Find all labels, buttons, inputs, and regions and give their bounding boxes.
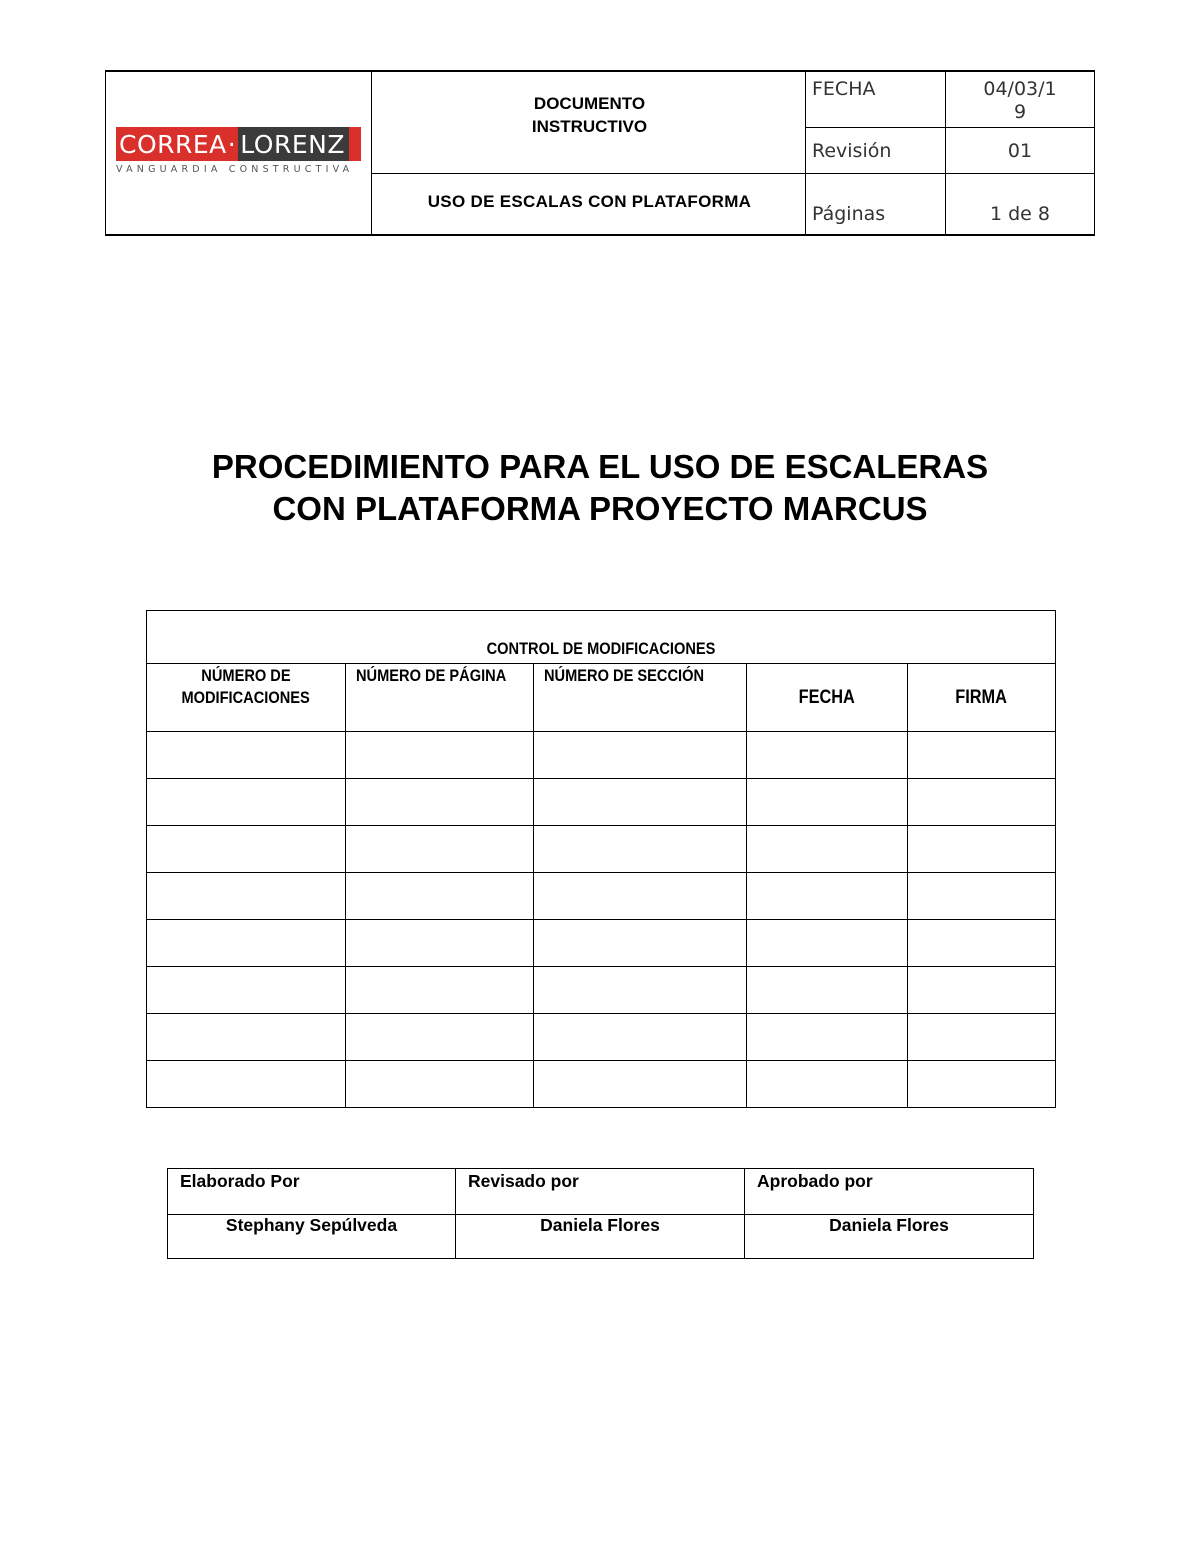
table-cell [147,1014,346,1061]
document-type-line2: INSTRUCTIVO [531,117,648,136]
col-header-num-modifications-line2: MODIFICACIONES [181,688,311,707]
table-cell [747,779,908,826]
col-header-date [747,664,908,732]
elaborado-label: Elaborado Por [168,1169,456,1215]
table-cell [747,920,908,967]
table-cell [346,1014,534,1061]
table-cell [908,967,1056,1014]
modifications-caption [147,611,1056,664]
table-cell [534,779,747,826]
table-cell [747,967,908,1014]
table-cell [908,920,1056,967]
table-cell [534,1014,747,1061]
table-cell [534,873,747,920]
document-header [105,70,1095,236]
table-cell [346,967,534,1014]
table-cell [346,920,534,967]
table-cell [534,1061,747,1108]
col-header-signature [908,664,1056,732]
table-cell [346,779,534,826]
table-cell [346,732,534,779]
modifications-rows [147,732,1056,1108]
col-header-signature-text: FIRMA [955,687,1008,708]
table-cell [747,1061,908,1108]
table-cell [534,826,747,873]
table-cell [747,1014,908,1061]
table-row [147,920,1056,967]
fecha-value [946,78,1094,124]
table-cell [534,732,747,779]
table-cell [147,1061,346,1108]
header-divider [371,173,1094,174]
company-logo [116,127,361,177]
table-cell [908,779,1056,826]
fecha-value-line1: 04/03/1 [983,78,1057,100]
modifications-table [146,610,1056,1108]
table-row [147,967,1056,1014]
logo-brand-left: CORREA [119,129,227,159]
document-type [372,92,807,138]
document-title-line2: CON PLATAFORMA PROYECTO MARCUS [272,490,928,527]
table-cell [908,1061,1056,1108]
table-cell [908,826,1056,873]
table-cell [747,873,908,920]
table-row [147,779,1056,826]
aprobado-label: Aprobado por [745,1169,1034,1215]
document-subject: USO DE ESCALAS CON PLATAFORMA [427,192,752,211]
table-cell [346,826,534,873]
revision-value: 01 [1007,140,1033,162]
fecha-value-line2: 9 [1013,101,1027,123]
document-type-line1: DOCUMENTO [533,94,646,113]
elaborado-name: Stephany Sepúlveda [168,1215,456,1259]
table-cell [147,873,346,920]
modifications-caption-text: CONTROL DE MODIFICACIONES [486,639,716,658]
table-cell [747,732,908,779]
col-header-num-section-text: NÚMERO DE SECCIÓN [544,666,705,685]
col-header-num-section [534,664,747,732]
table-cell [147,732,346,779]
table-row [147,873,1056,920]
table-cell [346,873,534,920]
table-row [147,1061,1056,1108]
revision-label: Revisión [812,140,892,162]
table-row [147,1014,1056,1061]
col-header-num-page [346,664,534,732]
table-row [147,826,1056,873]
table-cell [147,920,346,967]
signatures-table [167,1168,1034,1259]
table-cell [908,873,1056,920]
document-title-line1: PROCEDIMIENTO PARA EL USO DE ESCALERAS [211,448,989,485]
table-row [147,732,1056,779]
revisado-name: Daniela Flores [456,1215,745,1259]
revisado-label: Revisado por [456,1169,745,1215]
table-cell [147,967,346,1014]
logo-tagline: VANGUARDIA CONSTRUCTIVA [116,164,354,175]
table-cell [534,920,747,967]
table-cell [147,779,346,826]
col-header-num-page-text: NÚMERO DE PÁGINA [356,666,507,685]
paginas-value: 1 de 8 [989,203,1050,225]
col-header-num-modifications [147,664,346,732]
table-cell [908,1014,1056,1061]
document-title [0,446,1200,530]
table-cell [908,732,1056,779]
logo-brand-dot: · [227,129,237,159]
table-cell [747,826,908,873]
table-cell [534,967,747,1014]
fecha-label: FECHA [812,78,876,100]
logo-brand-right: LORENZ [238,127,349,161]
col-header-num-modifications-line1: NÚMERO DE [201,666,291,685]
header-divider [805,127,1094,128]
table-cell [346,1061,534,1108]
table-cell [147,826,346,873]
logo-wordmark [116,127,361,161]
paginas-label: Páginas [812,203,886,225]
col-header-date-text: FECHA [798,687,856,708]
aprobado-name: Daniela Flores [745,1215,1034,1259]
